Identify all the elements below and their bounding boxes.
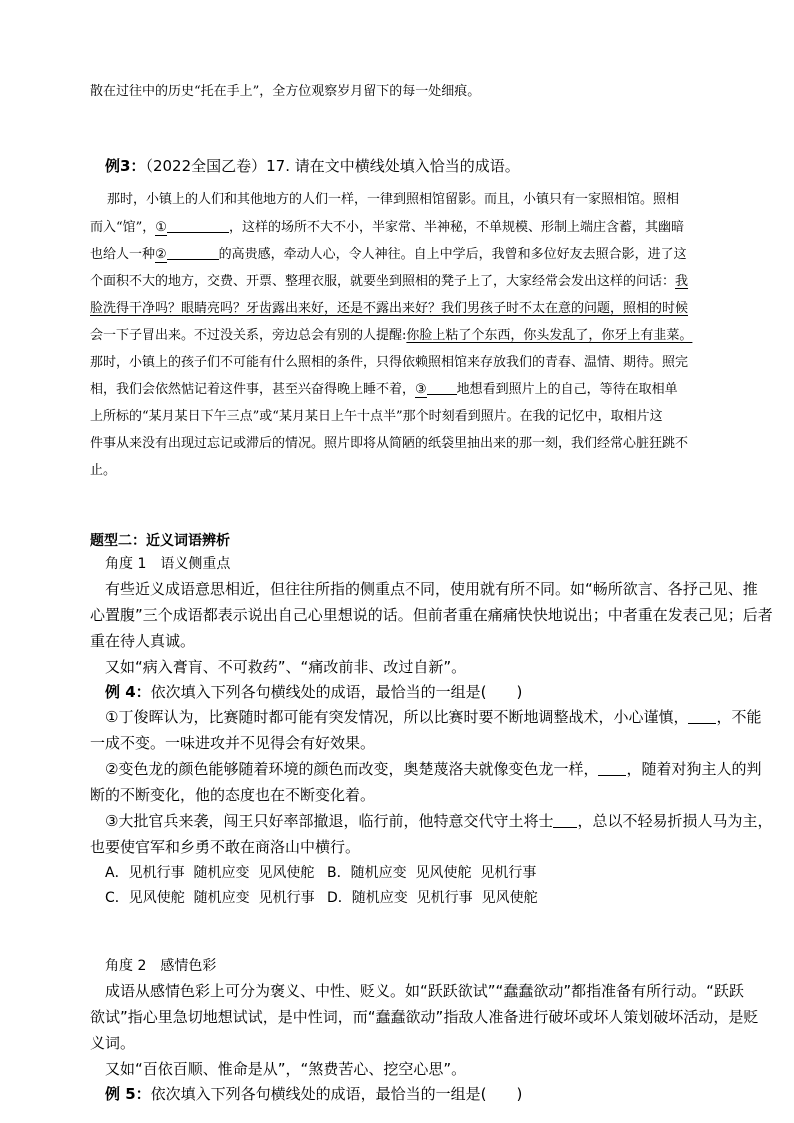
passage-line-6-underlined: 你脸上粘了个东西，你头发乱了，你牙上有韭菜。 [406,328,693,343]
blank-1[interactable] [167,218,229,233]
option-a[interactable]: A．见机行事 随机应变 见风使舵 [105,865,315,881]
passage-line-1: 那时，小镇上的人们和其他地方的人们一样，一律到照相馆留影。而且，小镇只有一家照相馆。照相 [107,192,680,207]
passage-line-8b: 地想看到照片上的自己，等待在取相单 [456,382,678,397]
sentence-1-line-1 [105,706,761,727]
top-line: 散在过往中的历史“托在手上”，全方位观察岁月留下的每一处细痕。 [90,84,481,99]
paragraph-1-line-3: 重在待人真诚。 [90,632,196,650]
paragraph-3-line-1: 成语从感情色彩上可分为褒义、中性、贬义。如“跃跃欲试”“蠢蠢欲动”都指准备有所行动。“跃跃 [105,982,744,1000]
passage-line-2b: ，这样的场所不大不小，半家常、半神秘，不单规模、形制上端庄含蓄，其幽暗 [228,220,684,235]
paragraph-3-line-3: 义词。 [90,1034,136,1052]
sentence-1b: ，不能 [716,708,762,726]
option-b[interactable]: B．随机应变 见风使舵 见机行事 [327,865,537,881]
paragraph-1-line-1: 有些近义成语意思相近，但往往所指的侧重点不同，使用就有所不同。如“畅所欲言、各抒己见、推 [105,580,758,598]
angle-1-heading: 角度 1 语义侧重点 [105,556,231,572]
example-4-label: 例 4： [105,683,151,701]
example-5-question [105,1083,522,1104]
blank-3-number: ③ [415,382,427,397]
blank-1-number: ① [155,220,167,235]
sentence-1-blank[interactable] [688,709,716,724]
passage-line-8 [90,378,678,398]
passage-line-4-underlined: 我 [675,274,689,289]
example-3-source: （2022全国乙卷）17. 请在文中横线处填入恰当的成语。 [145,157,520,175]
passage-line-11: 止。 [90,463,117,478]
passage-line-3 [90,243,687,263]
passage-line-4a: 个面积不大的地方，交费、开票、整理衣服，就要坐到照相的凳子上了，大家经常会发出这样的问话： [90,274,676,289]
sentence-3a: ③大批官兵来袭，闯王只好率部撤退，临行前，他特意交代守土将士 [105,812,554,830]
blank-3[interactable] [427,380,457,395]
passage-line-9: 上所标的“某月某日下午三点”或“某月某日上午十点半”那个时刻看到照片。在我的记忆中，取相片这 [90,409,663,424]
sentence-2b: ，随着对狗主人的判 [626,760,762,778]
sentence-3-blank[interactable] [553,813,577,828]
angle-2-heading: 角度 2 感情色彩 [105,958,217,974]
passage-line-10: 件事从来没有出现过忘记或滞后的情况。照片即将从简陋的纸袋里抽出来的那一刻，我们经常心脏狂跳不 [90,436,689,451]
sentence-3-line-1 [105,810,772,831]
paragraph-4: 又如“百依百顺、惟命是从”，“煞费苦心、挖空心思”。 [105,1060,467,1078]
paragraph-2: 又如“病入膏肓、不可救药”、“痛改前非、改过自新”。 [105,658,467,676]
example-3-heading [105,155,520,176]
sentence-3-line-2: 也要使官军和乡勇不敢在商洛山中横行。 [90,838,361,856]
passage-line-5: 脸洗得干净吗？眼睛亮吗？牙齿露出来好，还是不露出来好？我们男孩子时不太在意的问题，照相的时候 [90,301,689,316]
option-c[interactable]: C．见风使舵 随机应变 见机行事 [105,890,315,906]
paragraph-1-line-2: 心置腹”三个成语都表示说出自己心里想说的话。但前者重在痛痛快快地说出；中者重在发表己见；后者 [90,606,773,624]
option-d[interactable]: D．随机应变 见机行事 见风使舵 [327,890,538,906]
sentence-3b: ，总以不轻易折损人马为主， [577,812,773,830]
example-4-question [105,681,522,702]
passage-line-6a: 会一下子冒出来。不过没关系，旁边总会有别的人提醒: [90,328,407,343]
paragraph-3-line-2: 欲试”指心里急切地想试试，是中性词，而“蠢蠢欲动”指敌人准备进行破坏或坏人策划破坏活动，是贬 [90,1008,759,1026]
sentence-2a: ②变色龙的颜色能够随着环境的颜色而改变，奥楚蔑洛夫就像变色龙一样， [105,760,599,778]
passage-line-7: 那时，小镇上的孩子们不可能有什么照相的条件，只得依赖照相馆来存放我们的青春、温情、期待。照完 [90,355,689,370]
sentence-2-line-2: 断的不断变化，他的态度也在不断变化着。 [90,786,376,804]
sentence-2-line-1 [105,758,761,779]
passage-line-2 [90,216,684,236]
passage-line-2a: 而入“馆”， [90,220,156,235]
sentence-1-line-2: 一成不变。一味进攻并不见得会有好效果。 [90,734,376,752]
example-4-text: 依次填入下列各句横线处的成语，最恰当的一组是( ) [150,683,523,701]
section-2-title: 题型二：近义词语辨析 [90,533,230,549]
passage-line-3a: 也给人一种 [90,247,156,262]
sentence-2-blank[interactable] [598,761,626,776]
example-5-text: 依次填入下列各句横线处的成语，最恰当的一组是( ) [150,1085,523,1103]
passage-line-3b: 的高贵感，牵动人心，令人神往。自上中学后，我曾和多位好友去照合影，进了这 [218,247,687,262]
example-5-label: 例 5： [105,1085,151,1103]
passage-line-4 [90,270,688,289]
blank-2[interactable] [167,245,219,260]
blank-2-number: ② [155,247,167,262]
sentence-1a: ①丁俊晖认为，比赛随时都可能有突发情况，所以比赛时要不断地调整战术，小心谨慎， [105,708,689,726]
example-3-label: 例3： [105,157,146,175]
passage-line-8a: 相，我们会依然惦记着这件事，甚至兴奋得晚上睡不着， [90,382,416,397]
passage-line-6 [90,324,692,343]
